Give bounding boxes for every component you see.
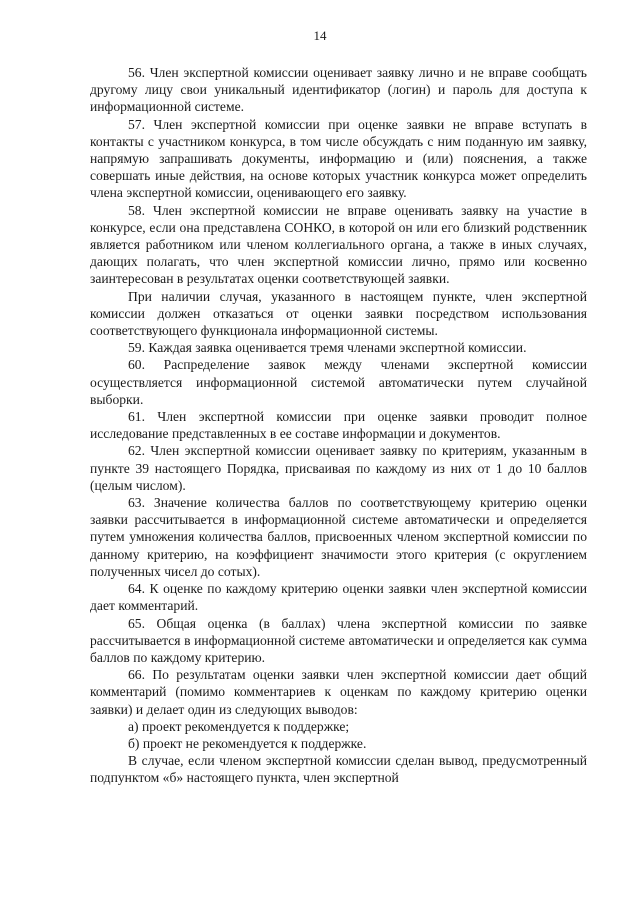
list-item-a: а) проект рекомендуется к поддержке; bbox=[128, 718, 350, 734]
paragraph-62: 62. Член экспертной комиссии оценивает заявку по критериям, указанным в пункте 39 настоящего Порядка, присваивая по каждому из них от 1 до 10 баллов (целым числом). bbox=[90, 443, 587, 493]
paragraph-58: 58. Член экспертной комиссии не вправе оценивать заявку на участие в конкурсе, если она представлена СОНКО, в которой он или его близкий родственник является работником или членом коллегиального органа, а также в иных случаях, дающих полагать, что член экспертной комиссии лично, прямо или косвенно заинтересован в результатах оценки соответствующей заявки. bbox=[90, 202, 587, 287]
document-body bbox=[90, 64, 587, 787]
paragraph-60: 60. Распределение заявок между членами экспертной комиссии осуществляется информационной системой автоматически путем случайной выборки. bbox=[90, 357, 587, 407]
paragraph-61: 61. Член экспертной комиссии при оценке заявки проводит полное исследование представленных в ее составе информации и документов. bbox=[90, 409, 587, 442]
paragraph-66-final: В случае, если членом экспертной комиссии сделан вывод, предусмотренный подпунктом «б» настоящего пункта, член экспертной bbox=[90, 753, 587, 786]
paragraph-65: 65. Общая оценка (в баллах) члена экспертной комиссии по заявке рассчитывается в информационной системе автоматически и определяется как сумма баллов по каждому критерию. bbox=[90, 615, 587, 665]
paragraph-64: 64. К оценке по каждому критерию оценки заявки член экспертной комиссии дает комментарий. bbox=[90, 581, 587, 614]
page-number: 14 bbox=[313, 28, 327, 43]
paragraph-58-continuation: При наличии случая, указанного в настоящем пункте, член экспертной комиссии должен отказаться от оценки заявки посредством использования соответствующего функционала информационной системы. bbox=[90, 288, 587, 339]
paragraph-66: 66. По результатам оценки заявки член экспертной комиссии дает общий комментарий (помимо комментариев к оценкам по каждому критерию оценки заявки) и делает один из следующих выводов: bbox=[90, 667, 587, 717]
list-item-b: б) проект не рекомендуется к поддержке. bbox=[128, 735, 367, 751]
paragraph-57: 57. Член экспертной комиссии при оценке заявки не вправе вступать в контакты с участником конкурса, в том числе обсуждать с ним поданную им заявку, напрямую запрашивать документы, информацию и (или) пояснения, а также совершать иные действия, на основе которых участник конкурса может определить члена экспертной комиссии, оценивающего его заявку. bbox=[90, 116, 587, 201]
paragraph-56: 56. Член экспертной комиссии оценивает заявку лично и не вправе сообщать другому лицу свои уникальный идентификатор (логин) и пароль для доступа к информационной системе. bbox=[90, 65, 587, 115]
paragraph-63: 63. Значение количества баллов по соответствующему критерию оценки заявки рассчитывается в информационной системе автоматически и определяется путем умножения количества баллов, присвоенных членом экспертной комиссии по данному критерию, на коэффициент значимости этого критерия (с округлением полученных чисел до сотых). bbox=[90, 495, 587, 579]
paragraph-59: 59. Каждая заявка оценивается тремя членами экспертной комиссии. bbox=[128, 340, 527, 356]
